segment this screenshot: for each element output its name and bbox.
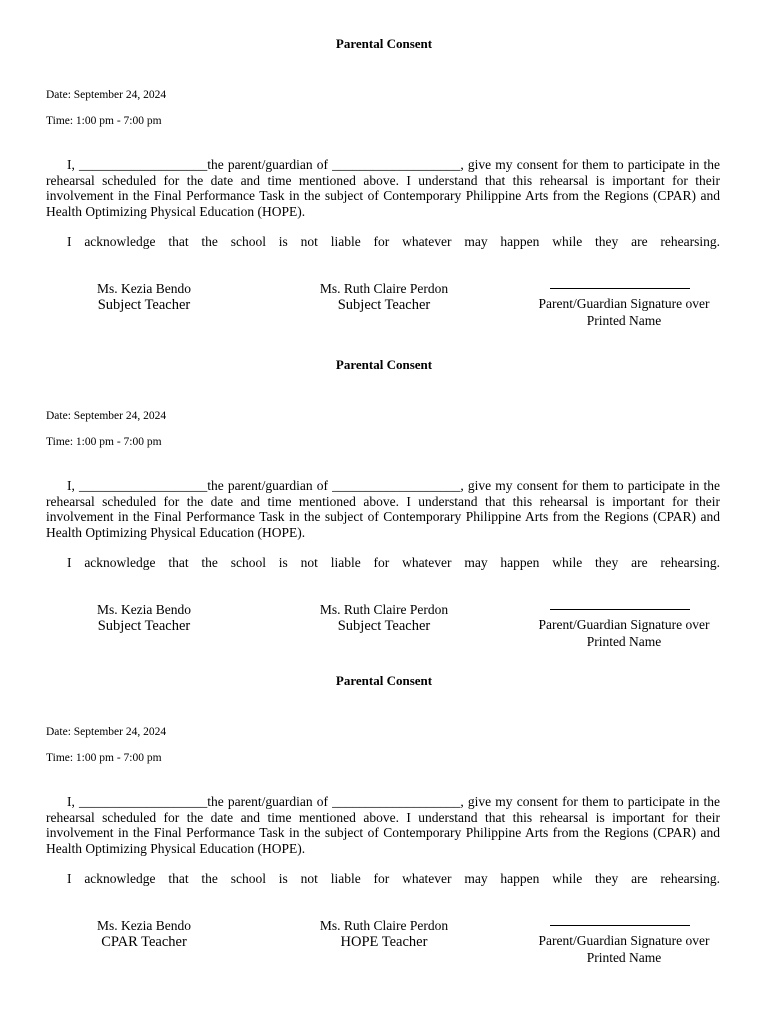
teacher1-signature-block bbox=[74, 280, 214, 314]
rehearsal-time: Time: 1:00 pm - 7:00 pm bbox=[46, 115, 162, 127]
acknowledgement-text: I acknowledge that the school is not liable for whatever may happen while they are rehearsing. bbox=[67, 555, 720, 570]
rehearsal-date: Date: September 24, 2024 bbox=[46, 89, 167, 101]
acknowledgement-text: I acknowledge that the school is not liable for whatever may happen while they are rehearsing. bbox=[67, 234, 720, 249]
parent-printed-name-label: Printed Name bbox=[586, 313, 662, 328]
signature-line-mark bbox=[564, 288, 596, 289]
parent-printed-name-label: Printed Name bbox=[586, 950, 662, 965]
teacher1-role: Subject Teacher bbox=[97, 297, 191, 313]
teacher1-name: Ms. Kezia Bendo bbox=[96, 602, 192, 617]
acknowledgement-text: I acknowledge that the school is not liable for whatever may happen while they are rehearsing. bbox=[67, 871, 720, 886]
form-title: Parental Consent bbox=[335, 357, 433, 372]
consent-form-1 bbox=[0, 0, 768, 328]
consent-form-2 bbox=[0, 321, 768, 649]
teacher2-name: Ms. Ruth Claire Perdon bbox=[319, 602, 449, 617]
parent-signature-line bbox=[550, 925, 690, 926]
teacher2-signature-block bbox=[296, 917, 472, 951]
parent-printed-name-label: Printed Name bbox=[586, 634, 662, 649]
signature-line-mark bbox=[634, 609, 664, 610]
parent-signature-label: Parent/Guardian Signature over bbox=[538, 617, 710, 632]
teacher2-name: Ms. Ruth Claire Perdon bbox=[319, 918, 449, 933]
rehearsal-time: Time: 1:00 pm - 7:00 pm bbox=[46, 752, 162, 764]
teacher1-name: Ms. Kezia Bendo bbox=[96, 918, 192, 933]
parent-signature-line bbox=[550, 288, 690, 289]
consent-form-3 bbox=[0, 637, 768, 965]
form-title: Parental Consent bbox=[335, 36, 433, 51]
teacher1-role: Subject Teacher bbox=[97, 618, 191, 634]
consent-paragraph bbox=[46, 478, 720, 540]
consent-paragraph-text: I, ___________________the parent/guardian of ___________________, give my consent for them to participate in the rehearsal scheduled for the date and time mentioned above. I understand that this rehearsal is important for their involvement in the Final Performance Task in the subject of Contemporary Philippine Arts from the Regions (CPAR) and Health Optimizing Physical Education (HOPE). bbox=[46, 157, 720, 219]
teacher1-role: CPAR Teacher bbox=[101, 934, 187, 950]
rehearsal-time: Time: 1:00 pm - 7:00 pm bbox=[46, 436, 162, 448]
consent-paragraph bbox=[46, 157, 720, 219]
rehearsal-date: Date: September 24, 2024 bbox=[46, 410, 167, 422]
teacher1-signature-block bbox=[74, 601, 214, 635]
teacher2-name: Ms. Ruth Claire Perdon bbox=[319, 281, 449, 296]
signature-line-mark bbox=[598, 925, 686, 926]
teacher2-role: Subject Teacher bbox=[337, 618, 431, 634]
teacher2-role: HOPE Teacher bbox=[340, 934, 428, 950]
teacher1-signature-block bbox=[74, 917, 214, 951]
parent-signature-block bbox=[520, 932, 728, 966]
teacher2-signature-block bbox=[296, 601, 472, 635]
parent-signature-line bbox=[550, 609, 690, 610]
consent-paragraph-text: I, ___________________the parent/guardian of ___________________, give my consent for them to participate in the rehearsal scheduled for the date and time mentioned above. I understand that this rehearsal is important for their involvement in the Final Performance Task in the subject of Contemporary Philippine Arts from the Regions (CPAR) and Health Optimizing Physical Education (HOPE). bbox=[46, 478, 720, 540]
consent-paragraph bbox=[46, 794, 720, 856]
form-title: Parental Consent bbox=[335, 673, 433, 688]
teacher2-signature-block bbox=[296, 280, 472, 314]
teacher2-role: Subject Teacher bbox=[337, 297, 431, 313]
rehearsal-date: Date: September 24, 2024 bbox=[46, 726, 167, 738]
parent-signature-label: Parent/Guardian Signature over bbox=[538, 933, 710, 948]
consent-paragraph-text: I, ___________________the parent/guardian of ___________________, give my consent for them to participate in the rehearsal scheduled for the date and time mentioned above. I understand that this rehearsal is important for their involvement in the Final Performance Task in the subject of Contemporary Philippine Arts from the Regions (CPAR) and Health Optimizing Physical Education (HOPE). bbox=[46, 794, 720, 856]
teacher1-name: Ms. Kezia Bendo bbox=[96, 281, 192, 296]
signature-line-mark bbox=[626, 288, 690, 289]
signature-line-mark bbox=[576, 609, 632, 610]
parent-signature-label: Parent/Guardian Signature over bbox=[538, 296, 710, 311]
